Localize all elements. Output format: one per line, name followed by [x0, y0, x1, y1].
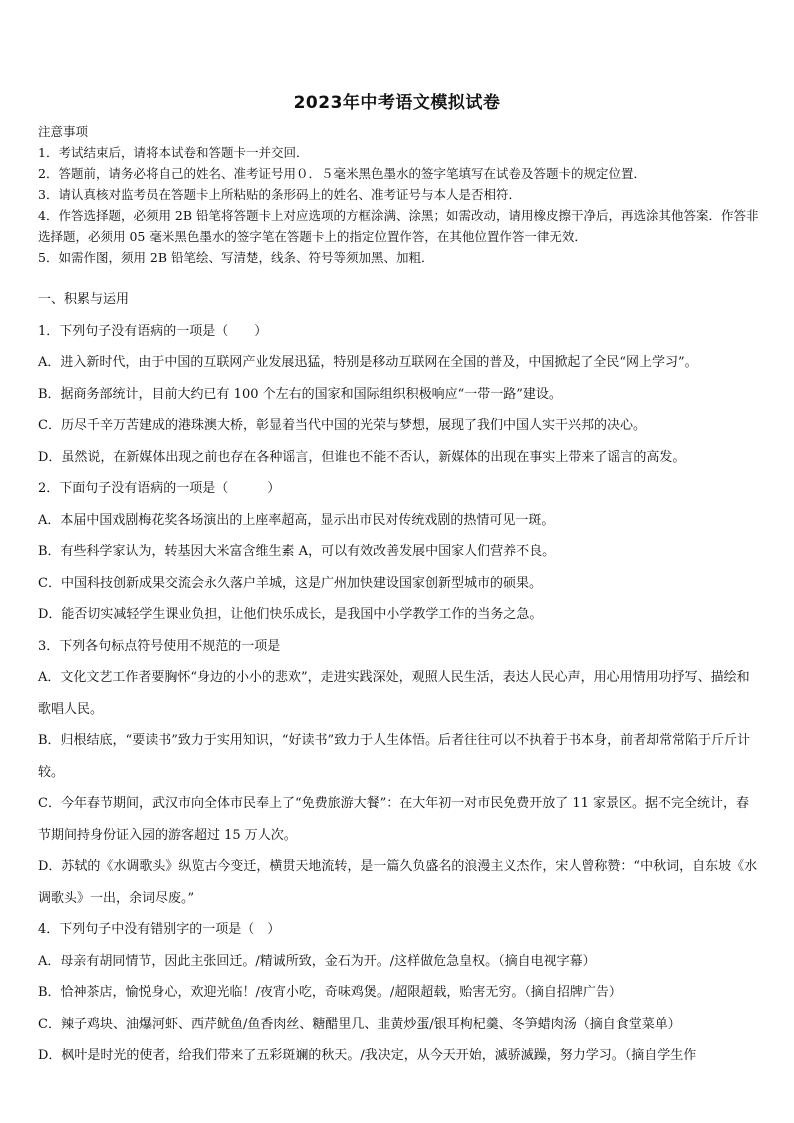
question-4-option-c: C．辣子鸡块、油爆河虾、西芹鱿鱼/鱼香肉丝、糖醋里几、韭黄炒蛋/银耳枸杞羹、冬笋蜡肉汤（摘自食堂菜单） [38, 1016, 681, 1032]
question-3-stem: 3．下列各句标点符号使用不规范的一项是 [38, 638, 281, 654]
question-1-option-a: A．进入新时代，由于中国的互联网产业发展迅猛，特别是移动互联网在全国的普及，中国掀起了全民“网上学习”。 [38, 355, 698, 370]
question-1-stem: 1．下列句子没有语病的一项是（ ） [38, 323, 268, 339]
questions-section [38, 284, 760, 1072]
notice-section [38, 121, 760, 268]
question-1-option-d: D．虽然说，在新媒体出现之前也存在各种谣言，但谁也不能不否认，新媒体的出现在事实上带来了谣言的高发。 [38, 449, 686, 465]
question-1-option-c: C．历尽千辛万苦建成的港珠澳大桥，彰显着当代中国的光荣与梦想，展现了我们中国人实干兴邦的决心。 [38, 418, 646, 433]
notice-item-5: 5．如需作图，须用 2B 铅笔绘、写清楚，线条、符号等须加黑、加粗． [38, 250, 434, 265]
question-2-option-b: B．有些科学家认为，转基因大米富含维生素 A，可以有效改善发展中国家人们营养不良。 [38, 544, 556, 559]
question-3-option-b: B．归根结底，“要读书”致力于实用知识，“好读书”致力于人生体悟。后者往往可以不执着于书本身，前者却常常陷于斤斤计较。 [38, 733, 751, 780]
question-2-option-d: D．能否切实减轻学生课业负担，让他们快乐成长，是我国中小学教学工作的当务之急。 [38, 607, 543, 622]
question-4-stem: 4．下列句子中没有错别字的一项是（ ） [38, 922, 281, 937]
notice-item-3: 3．请认真核对监考员在答题卡上所粘贴的条形码上的姓名、准考证号与本人是否相符． [38, 187, 521, 202]
notice-item-4: 4．作答选择题，必须用 2B 铅笔将答题卡上对应选项的方框涂满、涂黑；如需改动，请用橡皮擦干净后，再选涂其他答案．作答非选择题，必须用 05 毫米黑色墨水的签字笔在答题卡上的指定位置作答，在其他位置作答一律无效． [38, 208, 759, 244]
section-heading: 一、积累与运用 [38, 292, 130, 307]
question-1-option-b: B．据商务部统计，目前大约已有 100 个左右的国家和国际组织积极响应“一带一路”建设。 [38, 386, 562, 402]
page-title: 2023年中考语文模拟试卷 [293, 93, 501, 113]
notice-heading: 注意事项 [38, 124, 89, 139]
question-3-option-a: A．文化文艺工作者要胸怀“身边的小小的悲欢”，走进实践深处，观照人民生活，表达人民心声，用心用情用功抒写、描绘和歌唱人民。 [38, 670, 750, 717]
question-3-option-c: C．今年春节期间，武汉市向全体市民奉上了“免费旅游大餐”：在大年初一对市民免费开放了 11 家景区。据不完全统计，春节期间持身份证入园的游客超过 15 万人次。 [38, 796, 750, 843]
notice-item-2: 2．答题前，请务必将自己的姓名、准考证号用０．５毫米黑色墨水的签字笔填写在试卷及答题卡的规定位置． [38, 166, 646, 181]
question-3-option-d: D．苏轼的《水调歌头》纵览古今变迁，横贯天地流转，是一篇久负盛名的浪漫主义杰作，宋人曾称赞：“中秋词，自东坡《水调歌头》一出，余词尽废。” [38, 859, 758, 906]
question-4-option-b: B．恰神茶店，愉悦身心，欢迎光临！/夜宵小吃，奇味鸡煲。/超限超载，贻害无穷。（摘自招牌广告） [38, 985, 622, 1000]
question-2-stem: 2．下面句子没有语病的一项是（ ） [38, 481, 281, 496]
notice-item-1: 1．考试结束后，请将本试卷和答题卡一并交回． [38, 145, 309, 160]
question-2-option-c: C．中国科技创新成果交流会永久落户羊城，这是广州加快建设国家创新型城市的硕果。 [38, 575, 542, 591]
question-4-option-a: A．母亲有胡同情节，因此主张回迁。/精诚所致，金石为开。/这样做危急皇权。（摘自电视字幕） [38, 953, 596, 969]
question-4-option-d: D．枫叶是时光的使者，给我们带来了五彩斑斓的秋天。/我决定，从今天开始，滅骄滅躁，努力学习。（摘自学生作 [38, 1048, 697, 1063]
question-2-option-a: A．本届中国戏剧梅花奖各场演出的上座率超高，显示出市民对传统戏剧的热情可见一斑。 [38, 512, 555, 528]
